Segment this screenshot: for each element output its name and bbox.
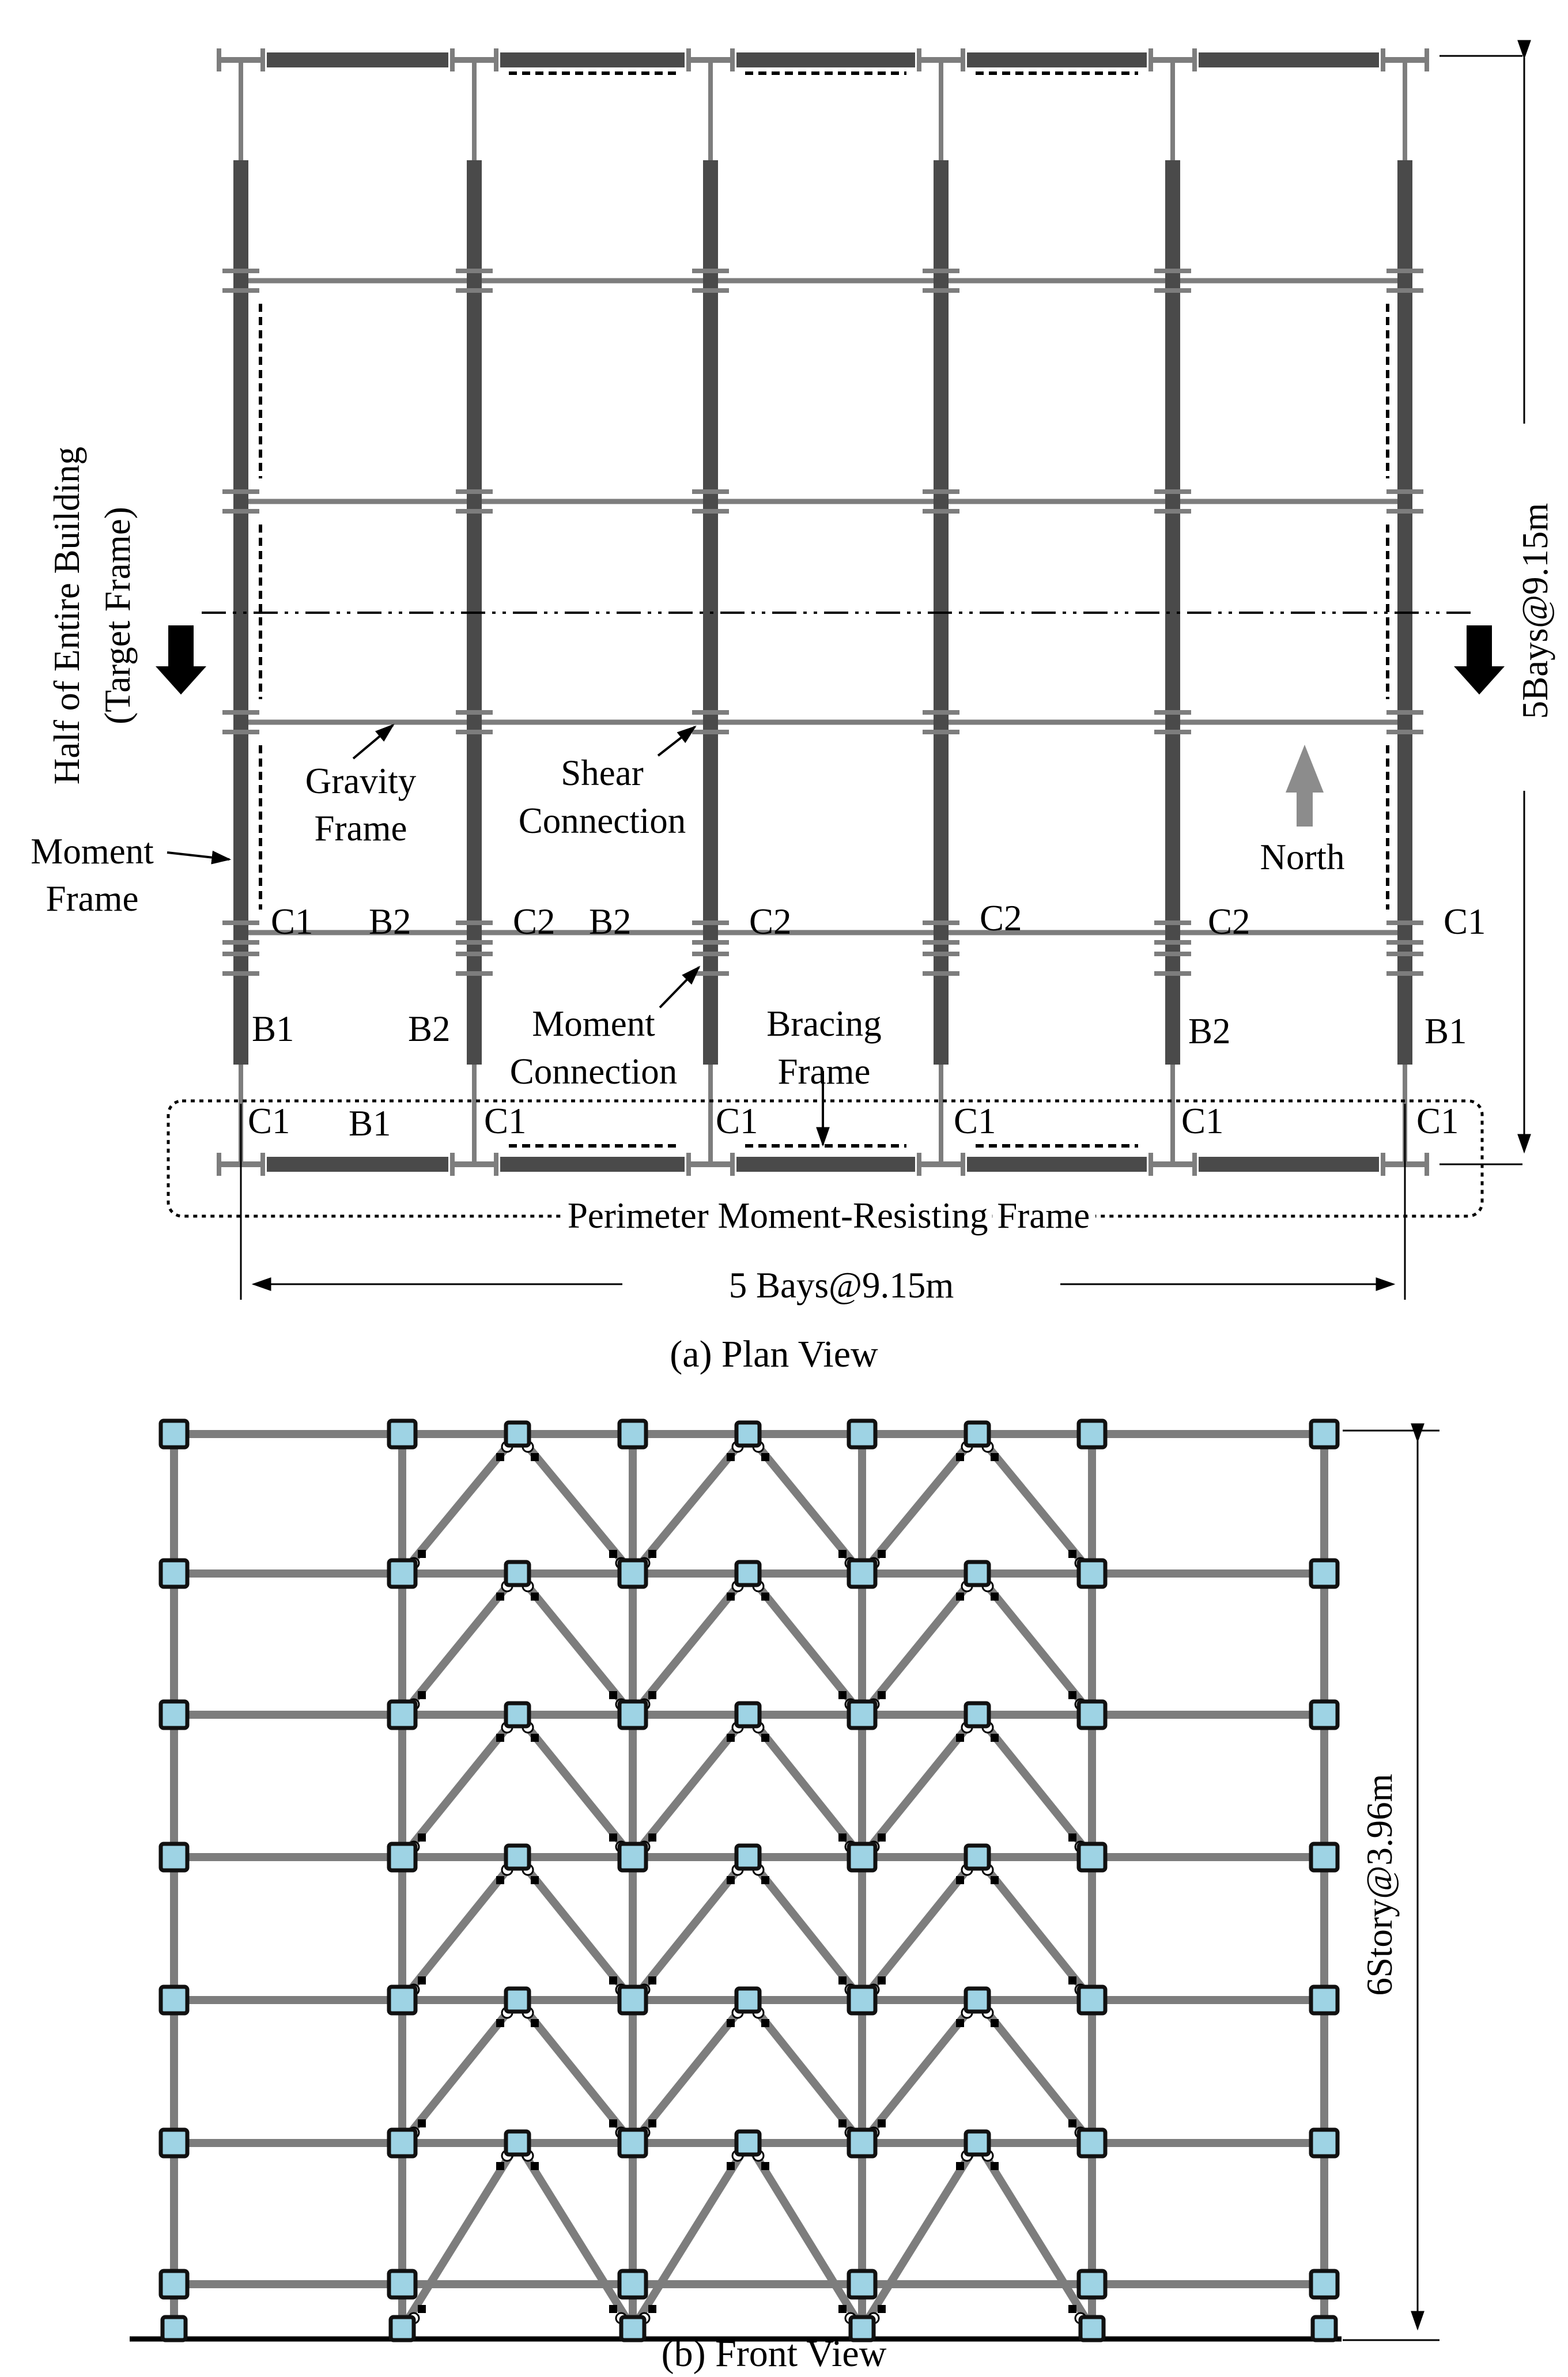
brace-end-plate: [531, 1593, 539, 1601]
frame-node: [966, 1846, 989, 1869]
brace-end-plate: [991, 2019, 999, 2027]
brace-end-plate: [496, 1453, 504, 1461]
frame-node: [849, 1987, 875, 2013]
frame-node: [161, 1560, 187, 1587]
frame-node: [506, 1989, 529, 2012]
brace-end-plate: [496, 2162, 504, 2170]
column-label: C1: [716, 1101, 758, 1141]
dimension-horizontal-label: 5 Bays@9.15m: [728, 1265, 954, 1306]
brace-end-plate: [418, 1833, 426, 1842]
frame-node: [619, 1701, 646, 1728]
frame-node: [621, 2317, 644, 2340]
brace-end-plate: [956, 1453, 964, 1461]
frame-node: [619, 1560, 646, 1587]
frame-node: [966, 1703, 989, 1726]
frame-node: [1079, 2271, 1105, 2297]
brace-end-plate: [1068, 1833, 1076, 1842]
brace-end-plate: [1068, 1691, 1076, 1699]
frame-node: [849, 1701, 875, 1728]
brace-end-plate: [418, 1691, 426, 1699]
brace-end-plate: [761, 2019, 769, 2027]
brace: [977, 2143, 1092, 2329]
frame-node: [389, 1987, 415, 2013]
brace-end-plate: [609, 2119, 617, 2127]
perimeter-frame-label: Perimeter Moment-Resisting Frame: [567, 1195, 1090, 1236]
brace-end-plate: [609, 1550, 617, 1558]
target-frame-arrow-right: [1454, 625, 1505, 695]
beam-label: B2: [369, 901, 411, 942]
shear-connection-label-line1: Shear: [561, 753, 644, 793]
moment-connection-label-line2: Connection: [509, 1051, 678, 1092]
brace-end-plate: [956, 1734, 964, 1742]
frame-node: [1079, 1421, 1105, 1447]
gravity-frame-label-line2: Frame: [314, 808, 407, 848]
frame-node: [849, 1421, 875, 1447]
column-label: C1: [1181, 1101, 1224, 1141]
brace-end-plate: [496, 1593, 504, 1601]
brace-end-plate: [648, 1691, 656, 1699]
frame-node: [1311, 1987, 1337, 2013]
column-label: C1: [954, 1101, 996, 1141]
shear-connection-arrow: [658, 727, 695, 756]
frame-node: [389, 2130, 415, 2156]
brace-end-plate: [838, 1976, 847, 1984]
frame-node: [389, 1560, 415, 1587]
brace-end-plate: [418, 1976, 426, 1984]
moment-connection-arrow: [660, 967, 699, 1008]
brace-end-plate: [418, 2119, 426, 2127]
brace-end-plate: [838, 2305, 847, 2313]
brace-end-plate: [609, 2305, 617, 2313]
frame-node: [1313, 2317, 1336, 2340]
frame-node: [506, 1703, 529, 1726]
brace-end-plate: [496, 2019, 504, 2027]
frame-node: [506, 1423, 529, 1446]
frame-node: [1311, 2130, 1337, 2156]
frame-node: [619, 2271, 646, 2297]
brace-end-plate: [878, 1976, 886, 1984]
frame-node: [966, 1562, 989, 1585]
column-label: C1: [248, 1101, 290, 1141]
brace: [402, 2143, 517, 2329]
brace-end-plate: [991, 1593, 999, 1601]
brace-end-plate: [956, 2019, 964, 2027]
frame-node: [619, 1421, 646, 1447]
brace-end-plate: [418, 1550, 426, 1558]
brace-end-plate: [727, 2162, 735, 2170]
brace-end-plate: [991, 1453, 999, 1461]
brace-end-plate: [878, 2305, 886, 2313]
brace-end-plate: [761, 1734, 769, 1742]
frame-node: [161, 2130, 187, 2156]
side-label-line2: (Target Frame): [97, 507, 138, 725]
brace-end-plate: [496, 1876, 504, 1884]
frame-node: [736, 1423, 760, 1446]
column-label: C1: [271, 901, 313, 942]
frame-node: [736, 1562, 760, 1585]
moment-frame-arrow: [167, 852, 229, 859]
frame-node: [1079, 1844, 1105, 1870]
frame-node: [1311, 1560, 1337, 1587]
brace-end-plate: [648, 2119, 656, 2127]
frame-node: [619, 1844, 646, 1870]
brace-end-plate: [496, 1734, 504, 1742]
brace-end-plate: [991, 1734, 999, 1742]
brace-end-plate: [648, 2305, 656, 2313]
frame-node: [161, 1844, 187, 1870]
column-label: C1: [1416, 1101, 1459, 1141]
column-label: C1: [484, 1101, 527, 1141]
beam-label: B1: [252, 1009, 294, 1049]
front-view-caption: (b) Front View: [661, 2333, 887, 2375]
frame-node: [849, 2271, 875, 2297]
bracing-frame-label-line1: Bracing: [766, 1003, 882, 1044]
moment-connection-label-line1: Moment: [532, 1003, 655, 1044]
gravity-frame-arrow: [353, 725, 393, 759]
plan-annotations: [31, 56, 1555, 1375]
frame-node: [1079, 1560, 1105, 1587]
brace-end-plate: [878, 2119, 886, 2127]
north-arrow: [1286, 745, 1324, 827]
frame-node: [161, 1701, 187, 1728]
brace-end-plate: [727, 2019, 735, 2027]
frame-node: [849, 1560, 875, 1587]
brace-end-plate: [609, 1691, 617, 1699]
brace: [517, 2143, 633, 2329]
moment-frame-label-line1: Moment: [31, 831, 154, 871]
frame-node: [161, 1421, 187, 1447]
frame-node: [506, 1846, 529, 1869]
brace-end-plate: [648, 1976, 656, 1984]
frame-node: [736, 1989, 760, 2012]
frame-node: [163, 2317, 186, 2340]
brace-end-plate: [991, 2162, 999, 2170]
frame-node: [849, 2130, 875, 2156]
brace-end-plate: [727, 1453, 735, 1461]
frame-node: [389, 1701, 415, 1728]
frame-node: [736, 1846, 760, 1869]
brace-end-plate: [956, 1593, 964, 1601]
brace-end-plate: [648, 1550, 656, 1558]
frame-node: [161, 2271, 187, 2297]
frame-node: [389, 1844, 415, 1870]
brace: [633, 2143, 748, 2329]
plan-view: [31, 48, 1555, 1375]
moment-frame-label-line2: Frame: [46, 878, 139, 919]
brace-end-plate: [531, 2162, 539, 2170]
shear-connection-label-line2: Connection: [518, 801, 686, 841]
column-label: C2: [980, 898, 1022, 938]
frame-node: [619, 1987, 646, 2013]
beam-label: B1: [1425, 1011, 1467, 1051]
frame-node: [161, 1987, 187, 2013]
side-label-line1: Half of Entire Building: [47, 446, 87, 785]
column-label: C2: [1208, 901, 1250, 942]
brace-end-plate: [531, 1453, 539, 1461]
brace-end-plate: [956, 2162, 964, 2170]
frame-node: [506, 2131, 529, 2155]
frame-node: [1311, 1844, 1337, 1870]
brace-end-plate: [727, 1876, 735, 1884]
brace-end-plate: [838, 1691, 847, 1699]
column-label: C1: [1444, 901, 1486, 942]
beam-label: B2: [408, 1009, 451, 1049]
brace-end-plate: [878, 1691, 886, 1699]
brace: [862, 2143, 977, 2329]
frame-node: [506, 1562, 529, 1585]
brace-end-plate: [878, 1833, 886, 1842]
north-label: North: [1260, 837, 1345, 877]
frame-node: [1079, 2130, 1105, 2156]
frame-node: [391, 2317, 414, 2340]
brace-end-plate: [838, 1550, 847, 1558]
dimension-vertical-label: 5Bays@9.15m: [1515, 503, 1555, 719]
front-view: [130, 1421, 1439, 2375]
beam-label: B2: [589, 901, 632, 942]
brace-end-plate: [531, 1734, 539, 1742]
target-frame-arrow-left: [156, 625, 206, 695]
beam-label: B2: [1188, 1011, 1231, 1051]
front-frame-elevation: [130, 1421, 1342, 2340]
dimension-vertical-label: 6Story@3.96m: [1359, 1774, 1400, 1996]
frame-node: [736, 1703, 760, 1726]
plan-view-caption: (a) Plan View: [670, 1333, 878, 1375]
brace-end-plate: [418, 2305, 426, 2313]
frame-node: [736, 2131, 760, 2155]
frame-node: [1079, 1701, 1105, 1728]
brace-end-plate: [1068, 2119, 1076, 2127]
brace: [748, 2143, 862, 2329]
brace-end-plate: [727, 1593, 735, 1601]
brace-end-plate: [1068, 1550, 1076, 1558]
brace-end-plate: [761, 2162, 769, 2170]
brace-end-plate: [838, 1833, 847, 1842]
frame-node: [389, 1421, 415, 1447]
brace-end-plate: [991, 1876, 999, 1884]
brace-end-plate: [956, 1876, 964, 1884]
frame-node: [1311, 1701, 1337, 1728]
bracing-frame-label-line2: Frame: [777, 1051, 871, 1092]
brace-end-plate: [531, 2019, 539, 2027]
brace-end-plate: [609, 1976, 617, 1984]
frame-node: [1080, 2317, 1104, 2340]
brace-end-plate: [648, 1833, 656, 1842]
frame-node: [966, 2131, 989, 2155]
brace-end-plate: [727, 1734, 735, 1742]
beam-label: B1: [349, 1103, 391, 1144]
brace-end-plate: [1068, 1976, 1076, 1984]
brace-end-plate: [1068, 2305, 1076, 2313]
brace-end-plate: [761, 1453, 769, 1461]
frame-node: [849, 1844, 875, 1870]
brace-end-plate: [761, 1876, 769, 1884]
brace-end-plate: [878, 1550, 886, 1558]
frame-node: [1311, 2271, 1337, 2297]
frame-node: [1079, 1987, 1105, 2013]
column-label: C2: [513, 901, 556, 942]
brace-end-plate: [531, 1876, 539, 1884]
gravity-frame-label-line1: Gravity: [305, 761, 417, 801]
brace-end-plate: [609, 1833, 617, 1842]
frame-node: [389, 2271, 415, 2297]
frame-node: [1311, 1421, 1337, 1447]
column-label: C2: [749, 901, 792, 942]
frame-node: [966, 1989, 989, 2012]
frame-node: [966, 1423, 989, 1446]
brace-end-plate: [838, 2119, 847, 2127]
brace-end-plate: [761, 1593, 769, 1601]
frame-node: [619, 2130, 646, 2156]
